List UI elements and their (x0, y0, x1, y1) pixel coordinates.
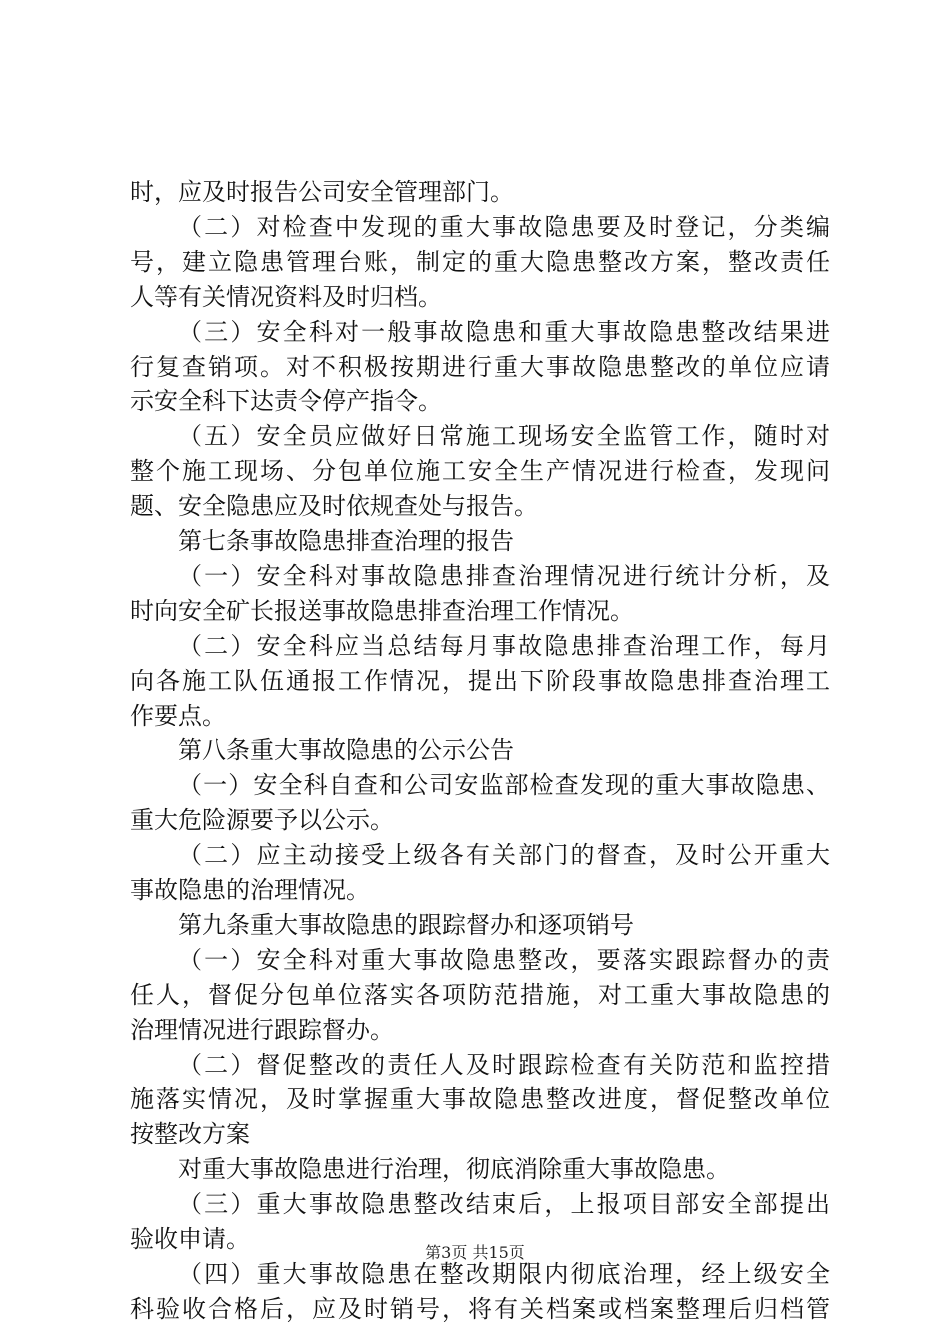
text-line: （三）重大事故隐患整改结束后，上报项目部安全部提出 (178, 1190, 833, 1218)
text-line: 时向安全矿长报送事故隐患排查治理工作情况。 (130, 597, 634, 625)
text-line: （二）安全科应当总结每月事故隐患排查治理工作，每月 (178, 632, 833, 660)
text-line: 重大危险源要予以公示。 (130, 806, 394, 834)
text-line: 整个施工现场、分包单位施工安全生产情况进行检查，发现问 (130, 457, 832, 485)
text-line: （一）安全科自查和公司安监部检查发现的重大事故隐患、 (178, 771, 832, 799)
text-line: 科验收合格后，应及时销号，将有关档案或档案整理后归档管 (130, 1295, 832, 1323)
text-line: 第九条重大事故隐患的跟踪督办和逐项销号 (178, 911, 634, 939)
text-line: 按整改方案 (130, 1120, 250, 1148)
text-line: 作要点。 (130, 702, 226, 730)
text-line: 时，应及时报告公司安全管理部门。 (130, 178, 514, 206)
text-line: 题、安全隐患应及时依规查处与报告。 (130, 492, 538, 520)
page-footer: 第3页 共15页 (425, 1243, 525, 1262)
text-line: 示安全科下达责令停产指令。 (130, 387, 442, 415)
text-line: （一）安全科对事故隐患排查治理情况进行统计分析，及 (178, 562, 833, 590)
text-line: 治理情况进行跟踪督办。 (130, 1016, 394, 1044)
text-line: （五）安全员应做好日常施工现场安全监管工作，随时对 (178, 422, 833, 450)
text-line: 对重大事故隐患进行治理，彻底消除重大事故隐患。 (178, 1155, 730, 1183)
text-line: （一）安全科对重大事故隐患整改，要落实跟踪督办的责 (178, 946, 833, 974)
text-line: 施落实情况，及时掌握重大事故隐患整改进度，督促整改单位 (130, 1085, 832, 1113)
text-line: 事故隐患的治理情况。 (130, 876, 370, 904)
text-line: 验收申请。 (130, 1225, 250, 1253)
text-line: 号，建立隐患管理台账，制定的重大隐患整改方案，整改责任 (130, 248, 832, 276)
text-line: （二）对检查中发现的重大事故隐患要及时登记，分类编 (178, 213, 833, 241)
text-line: 任人，督促分包单位落实各项防范措施，对工重大事故隐患的 (130, 981, 832, 1009)
text-line: （四）重大事故隐患在整改期限内彻底治理，经上级安全 (178, 1260, 833, 1288)
text-line: 人等有关情况资料及时归档。 (130, 283, 442, 311)
text-line: 行复查销项。对不积极按期进行重大事故隐患整改的单位应请 (130, 353, 832, 381)
text-line: 第八条重大事故隐患的公示公告 (178, 736, 514, 764)
text-line: 第七条事故隐患排查治理的报告 (178, 527, 514, 555)
text-line: 向各施工队伍通报工作情况，提出下阶段事故隐患排查治理工 (130, 667, 832, 695)
text-line: （二）应主动接受上级各有关部门的督查，及时公开重大 (178, 841, 833, 869)
text-line: （二）督促整改的责任人及时跟踪检查有关防范和监控措 (178, 1051, 833, 1079)
text-line: （三）安全科对一般事故隐患和重大事故隐患整改结果进 (178, 318, 833, 346)
